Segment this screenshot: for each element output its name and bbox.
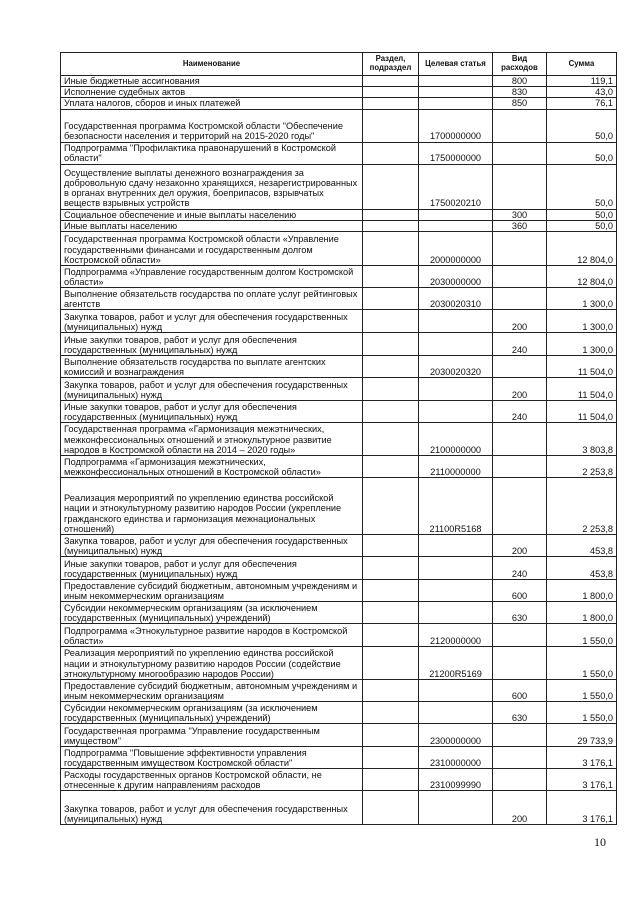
cell-article xyxy=(419,702,493,724)
table-row xyxy=(61,356,617,378)
cell-expense xyxy=(493,724,547,747)
cell-name: Реализация мероприятий по укреплению единства российской нации и этнокультурному развитию народов России (укрепление гражданского единства и гармонизация межнациональных отношений) xyxy=(61,478,363,535)
table-row xyxy=(61,724,617,747)
cell-sum: 1 300,0 xyxy=(547,288,617,310)
cell-sum: 119,1 xyxy=(547,76,617,87)
cell-section xyxy=(363,702,419,724)
cell-section xyxy=(363,680,419,702)
cell-expense xyxy=(493,232,547,266)
cell-article: 2110000000 xyxy=(419,456,493,478)
cell-expense: 200 xyxy=(493,791,547,825)
cell-sum: 3 176,1 xyxy=(547,747,617,769)
cell-section xyxy=(363,266,419,288)
cell-article xyxy=(419,401,493,423)
cell-expense xyxy=(493,356,547,378)
cell-sum: 11 504,0 xyxy=(547,356,617,378)
cell-name: Уплата налогов, сборов и иных платежей xyxy=(61,98,363,109)
cell-section xyxy=(363,98,419,109)
cell-article xyxy=(419,333,493,356)
table-row xyxy=(61,557,617,580)
cell-expense xyxy=(493,769,547,791)
cell-section xyxy=(363,164,419,209)
table-row xyxy=(61,423,617,456)
cell-article: 2030000000 xyxy=(419,266,493,288)
cell-article xyxy=(419,98,493,109)
table-row xyxy=(61,401,617,423)
cell-sum: 76,1 xyxy=(547,98,617,109)
cell-sum: 50,0 xyxy=(547,164,617,209)
table-row xyxy=(61,76,617,87)
cell-sum: 50,0 xyxy=(547,109,617,142)
cell-name: Субсидии некоммерческим организациям (за исключением государственных (муниципальных) учреждений) xyxy=(61,602,363,624)
cell-sum: 50,0 xyxy=(547,142,617,164)
cell-expense: 630 xyxy=(493,702,547,724)
cell-section xyxy=(363,76,419,87)
cell-expense xyxy=(493,624,547,647)
table-row xyxy=(61,164,617,209)
cell-name: Подпрограмма «Управление государственным долгом Костромской области» xyxy=(61,266,363,288)
cell-sum: 1 550,0 xyxy=(547,624,617,647)
cell-section xyxy=(363,647,419,680)
table-row xyxy=(61,478,617,535)
table-row xyxy=(61,456,617,478)
cell-expense: 850 xyxy=(493,98,547,109)
cell-article xyxy=(419,220,493,231)
table-body xyxy=(61,76,617,825)
cell-section xyxy=(363,142,419,164)
cell-section xyxy=(363,580,419,602)
cell-expense: 830 xyxy=(493,87,547,98)
cell-section xyxy=(363,232,419,266)
table-row xyxy=(61,142,617,164)
table-row xyxy=(61,647,617,680)
cell-name: Закупка товаров, работ и услуг для обеспечения государственных (муниципальных) нужд xyxy=(61,535,363,557)
cell-name: Иные выплаты населению xyxy=(61,220,363,231)
cell-article: 2310000000 xyxy=(419,747,493,769)
cell-expense xyxy=(493,164,547,209)
cell-sum: 2 253,8 xyxy=(547,478,617,535)
table-row xyxy=(61,580,617,602)
table-row xyxy=(61,266,617,288)
cell-section xyxy=(363,356,419,378)
cell-article xyxy=(419,680,493,702)
cell-section xyxy=(363,109,419,142)
cell-sum: 12 804,0 xyxy=(547,266,617,288)
cell-section xyxy=(363,624,419,647)
cell-expense xyxy=(493,109,547,142)
cell-section xyxy=(363,87,419,98)
cell-name: Реализация мероприятий по укреплению единства российской нации и этнокультурному развитию народов России (содействие этнокультурному многообразию народов России) xyxy=(61,647,363,680)
cell-article: 1750020210 xyxy=(419,164,493,209)
cell-name: Закупка товаров, работ и услуг для обеспечения государственных (муниципальных) нужд xyxy=(61,791,363,825)
cell-article xyxy=(419,87,493,98)
cell-sum: 29 733,9 xyxy=(547,724,617,747)
cell-section xyxy=(363,310,419,333)
cell-name: Расходы государственных органов Костромской области, не отнесенные к другим направлениям расходов xyxy=(61,769,363,791)
cell-expense xyxy=(493,456,547,478)
cell-name: Закупка товаров, работ и услуг для обеспечения государственных (муниципальных) нужд xyxy=(61,378,363,401)
cell-expense xyxy=(493,288,547,310)
cell-article xyxy=(419,76,493,87)
cell-expense xyxy=(493,142,547,164)
cell-section xyxy=(363,557,419,580)
table-row xyxy=(61,310,617,333)
cell-sum: 3 803,8 xyxy=(547,423,617,456)
cell-article: 21100R5168 xyxy=(419,478,493,535)
cell-article: 2310099990 xyxy=(419,769,493,791)
cell-section xyxy=(363,535,419,557)
table-row xyxy=(61,680,617,702)
cell-sum: 50,0 xyxy=(547,220,617,231)
cell-name: Предоставление субсидий бюджетным, автономным учреждениям и иным некоммерческим организациям xyxy=(61,680,363,702)
cell-sum: 453,8 xyxy=(547,535,617,557)
cell-expense: 630 xyxy=(493,602,547,624)
cell-expense: 200 xyxy=(493,310,547,333)
cell-sum: 1 550,0 xyxy=(547,680,617,702)
cell-section xyxy=(363,747,419,769)
cell-article: 1750000000 xyxy=(419,142,493,164)
table-row xyxy=(61,109,617,142)
table-row xyxy=(61,747,617,769)
table-row xyxy=(61,602,617,624)
page-number: 10 xyxy=(594,835,606,849)
cell-section xyxy=(363,602,419,624)
cell-sum: 43,0 xyxy=(547,87,617,98)
header-sum: Сумма xyxy=(547,53,617,76)
cell-sum: 1 550,0 xyxy=(547,702,617,724)
cell-name: Выполнение обязательств государства по выплате агентских комиссий и вознаграждения xyxy=(61,356,363,378)
cell-name: Предоставление субсидий бюджетным, автономным учреждениям и иным некоммерческим организациям xyxy=(61,580,363,602)
cell-sum: 1 550,0 xyxy=(547,647,617,680)
cell-section xyxy=(363,378,419,401)
cell-name: Государственная программа Костромской области "Обеспечение безопасности населения и территорий на 2015-2020 годы" xyxy=(61,109,363,142)
cell-name: Государственная программа Костромской области «Управление государственными финансами и государственным долгом Костромской области» xyxy=(61,232,363,266)
cell-expense xyxy=(493,747,547,769)
table-row xyxy=(61,791,617,825)
cell-section xyxy=(363,209,419,220)
cell-section xyxy=(363,769,419,791)
cell-article xyxy=(419,535,493,557)
cell-sum: 50,0 xyxy=(547,209,617,220)
table-row xyxy=(61,232,617,266)
cell-expense: 200 xyxy=(493,535,547,557)
cell-section xyxy=(363,333,419,356)
cell-name: Иные закупки товаров, работ и услуг для обеспечения государственных (муниципальных) нужд xyxy=(61,557,363,580)
cell-article xyxy=(419,310,493,333)
header-name: Наименование xyxy=(61,53,363,76)
table-row xyxy=(61,87,617,98)
cell-article xyxy=(419,791,493,825)
cell-section xyxy=(363,456,419,478)
table-row xyxy=(61,378,617,401)
cell-section xyxy=(363,724,419,747)
cell-name: Подпрограмма «Этнокультурное развитие народов в Костромской области» xyxy=(61,624,363,647)
table-header-row xyxy=(61,53,617,76)
cell-section xyxy=(363,220,419,231)
cell-name: Иные закупки товаров, работ и услуг для обеспечения государственных (муниципальных) нужд xyxy=(61,333,363,356)
cell-article xyxy=(419,580,493,602)
cell-article xyxy=(419,557,493,580)
cell-name: Выполнение обязательств государства по оплате услуг рейтинговых агентств xyxy=(61,288,363,310)
table-row xyxy=(61,209,617,220)
cell-sum: 1 800,0 xyxy=(547,602,617,624)
cell-section xyxy=(363,401,419,423)
table-row xyxy=(61,535,617,557)
cell-article: 2000000000 xyxy=(419,232,493,266)
cell-article: 2300000000 xyxy=(419,724,493,747)
cell-article xyxy=(419,602,493,624)
cell-expense xyxy=(493,266,547,288)
cell-expense xyxy=(493,478,547,535)
cell-name: Подпрограмма «Гармонизация межэтнических, межконфессиональных отношений в Костромской области» xyxy=(61,456,363,478)
cell-article xyxy=(419,209,493,220)
cell-name: Исполнение судебных актов xyxy=(61,87,363,98)
cell-article: 1700000000 xyxy=(419,109,493,142)
cell-sum: 11 504,0 xyxy=(547,378,617,401)
cell-article: 21200R5169 xyxy=(419,647,493,680)
cell-expense: 360 xyxy=(493,220,547,231)
table-row xyxy=(61,288,617,310)
cell-expense: 240 xyxy=(493,557,547,580)
cell-section xyxy=(363,423,419,456)
cell-sum: 453,8 xyxy=(547,557,617,580)
table-row xyxy=(61,702,617,724)
cell-expense: 240 xyxy=(493,333,547,356)
budget-table xyxy=(60,52,617,825)
cell-name: Подпрограмма "Повышение эффективности управления государственным имуществом Костромской области" xyxy=(61,747,363,769)
cell-expense xyxy=(493,423,547,456)
cell-article: 2030020320 xyxy=(419,356,493,378)
cell-expense: 200 xyxy=(493,378,547,401)
cell-name: Государственная программа "Управление государственным имуществом" xyxy=(61,724,363,747)
cell-sum: 11 504,0 xyxy=(547,401,617,423)
cell-name: Субсидии некоммерческим организациям (за исключением государственных (муниципальных) учреждений) xyxy=(61,702,363,724)
cell-expense: 600 xyxy=(493,680,547,702)
table-row xyxy=(61,220,617,231)
cell-article xyxy=(419,378,493,401)
cell-sum: 3 176,1 xyxy=(547,791,617,825)
cell-section xyxy=(363,791,419,825)
cell-sum: 12 804,0 xyxy=(547,232,617,266)
cell-article: 2100000000 xyxy=(419,423,493,456)
cell-sum: 3 176,1 xyxy=(547,769,617,791)
cell-expense: 800 xyxy=(493,76,547,87)
cell-expense xyxy=(493,647,547,680)
cell-name: Подпрограмма "Профилактика правонарушений в Костромской области" xyxy=(61,142,363,164)
cell-sum: 2 253,8 xyxy=(547,456,617,478)
cell-expense: 600 xyxy=(493,580,547,602)
table-row xyxy=(61,333,617,356)
cell-expense: 300 xyxy=(493,209,547,220)
cell-section xyxy=(363,288,419,310)
header-expense-type: Вид расходов xyxy=(493,53,547,76)
header-article: Целевая статья xyxy=(419,53,493,76)
cell-sum: 1 800,0 xyxy=(547,580,617,602)
cell-name: Закупка товаров, работ и услуг для обеспечения государственных (муниципальных) нужд xyxy=(61,310,363,333)
cell-name: Государственная программа «Гармонизация межэтнических, межконфессиональных отношений и этнокультурное развитие народов в Костромской области на 2014 – 2020 годы» xyxy=(61,423,363,456)
table-row xyxy=(61,98,617,109)
cell-expense: 240 xyxy=(493,401,547,423)
cell-article: 2120000000 xyxy=(419,624,493,647)
cell-name: Иные закупки товаров, работ и услуг для обеспечения государственных (муниципальных) нужд xyxy=(61,401,363,423)
cell-section xyxy=(363,478,419,535)
cell-sum: 1 300,0 xyxy=(547,310,617,333)
cell-sum: 1 300,0 xyxy=(547,333,617,356)
header-section: Раздел, подраздел xyxy=(363,53,419,76)
cell-name: Осуществление выплаты денежного вознаграждения за добровольную сдачу незаконно хранящихся, незарегистрированных в органах внутренних дел оружия, боеприпасов, взрывчатых веществ взрывных устройств xyxy=(61,164,363,209)
table-row xyxy=(61,769,617,791)
cell-name: Социальное обеспечение и иные выплаты населению xyxy=(61,209,363,220)
cell-name: Иные бюджетные ассигнования xyxy=(61,76,363,87)
table-row xyxy=(61,624,617,647)
cell-article: 2030020310 xyxy=(419,288,493,310)
